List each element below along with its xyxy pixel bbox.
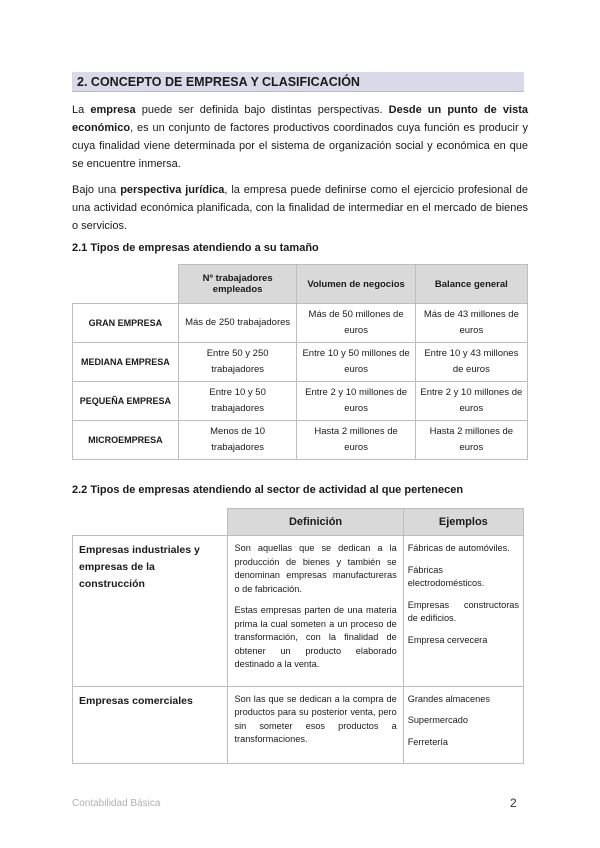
example-item: Empresas constructoras de edificios. <box>407 599 519 623</box>
examples-cell <box>403 536 523 687</box>
table-row <box>73 304 528 343</box>
table-cell: Entre 10 y 50 millones de euros <box>297 343 415 382</box>
sector-section-title: 2.2 Tipos de empresas atendiendo al sector de actividad al que pertenecen <box>72 484 464 496</box>
table-cell: Más de 43 millones de euros <box>415 304 527 343</box>
row-label: MICROEMPRESA <box>73 421 179 460</box>
empty-header-cell <box>73 265 179 304</box>
bold-term: Desde un punto de vista económico <box>72 104 528 134</box>
page-number: 2 <box>510 796 517 810</box>
header-workers: Nº trabajadores empleados <box>178 265 297 304</box>
table-row <box>73 536 524 687</box>
row-label: PEQUEÑA EMPRESA <box>73 382 179 421</box>
section-title: CONCEPTO DE EMPRESA Y CLASIFICACIÓN <box>90 75 360 89</box>
text: , la empresa puede definirse como el ejercicio profesional de una actividad económica planificada, con la finalidad de intermediar en el mercado de bienes o servicios. <box>72 184 528 232</box>
table-cell: Entre 2 y 10 millones de euros <box>415 382 527 421</box>
table-row <box>73 686 524 764</box>
bold-term: empresa <box>90 104 136 116</box>
table-cell: Hasta 2 millones de euros <box>297 421 415 460</box>
example-item: Ferretería <box>407 736 449 747</box>
bold-term: perspectiva jurídica <box>120 184 225 196</box>
header-examples: Ejemplos <box>403 509 523 536</box>
section-number: 2. <box>77 75 88 89</box>
row-label: MEDIANA EMPRESA <box>73 343 179 382</box>
text: puede ser definida bajo distintas perspectivas. <box>135 104 389 116</box>
table-cell: Entre 10 y 43 millones de euros <box>415 343 527 382</box>
text: , es un conjunto de factores productivos coordinados cuya función es producir y cuya finalidad viene determinada por el sistema de organización social y económica en que se encuentre inmersa. <box>72 122 528 170</box>
header-turnover: Volumen de negocios <box>297 265 415 304</box>
table-cell: Hasta 2 millones de euros <box>415 421 527 460</box>
example-item: Grandes almacenes <box>407 693 490 704</box>
header-definition: Definición <box>228 509 403 536</box>
definition-text: Son aquellas que se dedican a la producción de bienes y también se denominan empresas manufactureras o de fabricación. <box>234 543 397 594</box>
row-label: GRAN EMPRESA <box>73 304 179 343</box>
table-cell: Entre 50 y 250 trabajadores <box>178 343 297 382</box>
example-item: Empresa cervecera <box>407 634 488 645</box>
header-balance: Balance general <box>415 265 527 304</box>
table-row <box>73 382 528 421</box>
definition-cell <box>228 536 403 687</box>
table-row <box>73 421 528 460</box>
text: Bajo una <box>72 184 121 196</box>
footer-label: Contabilidad Básica <box>72 798 161 809</box>
example-item: Fábricas electrodomésticos. <box>407 564 485 588</box>
table-header-row <box>73 265 528 304</box>
section-heading <box>72 72 524 92</box>
size-section-title: 2.1 Tipos de empresas atendiendo a su tamaño <box>72 242 319 254</box>
table-cell: Menos de 10 trabajadores <box>178 421 297 460</box>
table-header-row <box>73 509 524 536</box>
empty-header-cell <box>73 509 228 536</box>
table-cell: Entre 10 y 50 trabajadores <box>178 382 297 421</box>
table-cell: Más de 50 millones de euros <box>297 304 415 343</box>
text: La <box>72 104 91 116</box>
sector-type: Empresas industriales y empresas de la construcción <box>73 536 228 687</box>
table-cell: Más de 250 trabajadores <box>178 304 297 343</box>
definition-text: Estas empresas parten de una materia prima la cual someten a un proceso de transformación, con la finalidad de obtener un producto elaborado destinado a la venta. <box>234 605 397 669</box>
definition-text: Son las que se dedican a la compra de productos para su posterior venta, pero sin someter esos productos a transformaciones. <box>234 693 397 744</box>
sector-type: Empresas comerciales <box>73 686 228 764</box>
example-item: Supermercado <box>407 715 468 725</box>
definition-cell <box>228 686 403 764</box>
sector-table <box>72 508 524 764</box>
example-item: Fábricas de automóviles. <box>407 543 510 553</box>
paragraph-economic <box>72 101 528 173</box>
examples-cell <box>403 686 523 764</box>
paragraph-legal <box>72 181 528 235</box>
table-row <box>73 343 528 382</box>
table-cell: Entre 2 y 10 millones de euros <box>297 382 415 421</box>
size-table <box>72 264 528 460</box>
